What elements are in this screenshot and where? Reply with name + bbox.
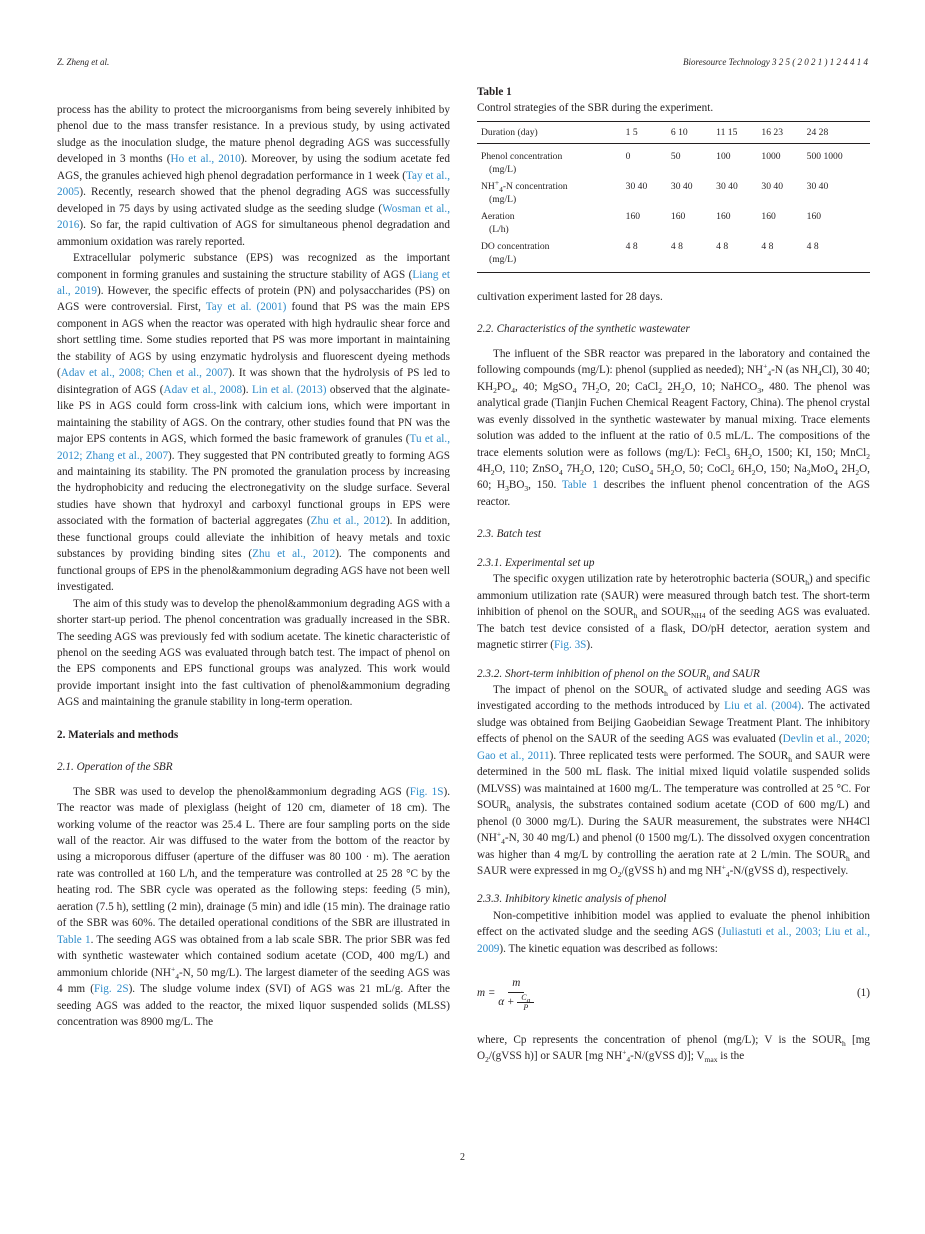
- table-cell: 4 8: [806, 240, 819, 252]
- subscript: 2: [658, 385, 662, 395]
- citation-link[interactable]: Juliastuti et al., 2003; Liu et al., 2009: [477, 926, 870, 955]
- table-header-row: [477, 121, 870, 143]
- table-cell: 160: [716, 210, 731, 222]
- superscript: +: [763, 361, 768, 371]
- citation-link[interactable]: Tay et al., 2005: [57, 169, 450, 199]
- subscript: 2: [681, 385, 685, 395]
- table-caption: Control strategies of the SBR during the experiment.: [477, 102, 714, 115]
- section-heading: 2.3. Batch test: [477, 528, 542, 541]
- row-label: [477, 178, 622, 208]
- paragraph: The specific oxygen utilization rate by heterotrophic bacteria $(SOUR_h)$ and specific ammonium utilization rate (SAUR) were measured through batch test. The short-term inhibition of phenol on the $SOUR_h$ and $SOUR_{NH4}$ of the seeding AGS was evaluated. The batch test device consisted of a flask, DO/pH detector, aeration system and magnetic stirrer (Fig. 3S).: [477, 573, 870, 652]
- superscript: +: [622, 1047, 627, 1057]
- row-label: [477, 208, 622, 238]
- subscript: 2: [866, 451, 870, 461]
- subscript: 2: [490, 468, 495, 478]
- page-number: 2: [460, 1152, 465, 1163]
- row-label-text: DO concentration: [481, 240, 550, 252]
- superscript: +: [494, 177, 500, 187]
- citation-link[interactable]: Zhu et al., 2012: [252, 548, 336, 561]
- table-cell: 160: [806, 210, 822, 222]
- subscript: 4: [501, 837, 505, 847]
- citation-link[interactable]: Devlin et al., 2020; Gao et al., 2011: [477, 733, 870, 762]
- table-title: Table 1: [477, 86, 512, 98]
- subscript: 4: [834, 468, 838, 478]
- subscript: 4: [499, 184, 503, 194]
- subscript: h: [664, 689, 668, 699]
- table-header-cell: 6 10: [670, 126, 688, 138]
- subscript: a: [526, 995, 531, 1005]
- subscript: 4: [817, 369, 822, 379]
- subscript: h: [633, 611, 638, 621]
- subscript: 3: [505, 484, 509, 494]
- subscript: max: [704, 1055, 718, 1065]
- table-header-cell: Duration (day): [481, 126, 538, 138]
- subscript: h: [805, 578, 810, 588]
- equation-fraction: [498, 975, 534, 1011]
- citation-link[interactable]: Ho et al., 2010: [170, 153, 241, 166]
- subscript: h: [706, 672, 711, 682]
- subscript: 2: [580, 468, 584, 478]
- table-cell: 4 8: [761, 240, 774, 252]
- subscript: 4: [572, 385, 577, 395]
- section-heading: 2.3.2. Short-term inhibition of phenol on the $SOUR_h$ and SAUR: [477, 667, 760, 682]
- citation-link[interactable]: Table 1: [561, 479, 598, 492]
- table-cell: 4 8: [716, 240, 729, 252]
- subscript: h: [506, 804, 511, 814]
- subscript: h: [788, 755, 792, 765]
- subscript: 2: [595, 385, 600, 395]
- row-unit: (mg/L): [489, 163, 517, 175]
- table-cell: 0: [625, 150, 631, 162]
- subscript: 3: [726, 451, 731, 461]
- subscript: 2: [806, 468, 811, 478]
- table-cell: 160: [625, 210, 641, 222]
- table-1: [477, 84, 870, 273]
- inner-numerator: $C_a$: [517, 993, 534, 1003]
- table-cell: 160: [761, 210, 776, 222]
- paragraph: The impact of phenol on the $SOUR_h$ of activated sludge and seeding AGS was investigated according to the methods introduced by Liu et al. (2004). The activated sludge was obtained from Beijing Gaobeidian Sewage Treatment Plant. The inhibitory effects of phenol on the SAUR of the seeding AGS was evaluated (Devlin et al., 2020; Gao et al., 2011). Three replicated tests were performed. The $SOUR_h$ and SAUR were determined in the 500 mL flask. The initial mixed liquid volatile suspended solids (MLVSS) was maintained at 1600 mg/L. The temperature was controlled at 25 °C. For $SOUR_h$ analysis, the substrates contained sodium acetate (COD of 600 mg/L) and phenol (0 3000 mg/L). During the SAUR measurement, the substrates were NH4Cl ($NH^+_4-N$, 30 40 mg/L) and phenol (0 1500 mg/L). The dissolved oxygen concentration was higher than 4 mg/L by controlling the aeration rate at 2 L/min. The $SOUR_h$ and SAUR were expressed in mg $O_2/(gVSS$ h) and mg $NH^+_4-N/(gVSS$ d), respectively.: [477, 683, 870, 880]
- running-header-journal: Bioresource Technology 3 2 5 ( 2 0 2 1 ) 1 2 4 4 1 4: [683, 57, 868, 67]
- citation-link[interactable]: Fig. 2S: [93, 983, 129, 996]
- superscript: +: [170, 963, 176, 973]
- paragraph: where, Cp represents the concentration of phenol (mg/L); V is the $SOUR_h$ [mg $O_2/(gVSS$ h)] or SAUR [mg $NH^+_4-N/(gVSS$ d)]; $V_{max}$ is the: [477, 1033, 870, 1065]
- table-cell: 30 40: [716, 180, 738, 192]
- inner-denominator: P: [523, 1002, 529, 1012]
- right-column: [477, 86, 871, 1065]
- table-row: [477, 208, 870, 238]
- equation-body: [477, 975, 534, 1011]
- row-unit: (mg/L): [489, 253, 517, 265]
- paragraph: The aim of this study was to develop the phenol&ammonium degrading AGS with a shorter start-up period. The phenol concentration was gradually increased in the SBR. The seeding AGS was previously fed with sodium acetate. The kinetic characteristic of phenol on the seeding AGS was evaluated through batch test. The impact of phenol on the EPS components and EPS functional groups was analyzed. This work would provide important insight into the fast cultivation of phenol&ammonium degrading AGS and maintaining the granule stability in long-term operation.: [57, 597, 450, 709]
- section-heading: 2.3.3. Inhibitory kinetic analysis of phenol: [477, 893, 667, 906]
- superscript: +: [721, 862, 726, 872]
- table-cell: 100: [716, 150, 731, 162]
- citation-link[interactable]: Adav et al., 2008; Chen et al., 2007: [60, 367, 229, 380]
- table-header-cell: 16 23: [761, 126, 783, 138]
- citation-link[interactable]: Liang et al., 2019: [57, 268, 450, 297]
- subscript: 2: [730, 468, 735, 478]
- subscript: h: [846, 853, 850, 863]
- equation-denominator: α + $\frac{C_a}{P}$: [498, 993, 534, 1012]
- subscript: 4: [626, 1055, 631, 1065]
- citation-link[interactable]: Tu et al., 2012; Zhang et al., 2007: [57, 433, 450, 462]
- row-label-text: Phenol concentration: [481, 150, 563, 162]
- subscript: 2: [855, 468, 860, 478]
- running-header-authors: Z. Zheng et al.: [57, 57, 110, 67]
- table-cell: 1000: [761, 150, 781, 162]
- table-header-cell: 1 5: [625, 126, 638, 138]
- table-row: [477, 143, 870, 178]
- subscript: 4: [649, 468, 654, 478]
- inner-fraction: [517, 993, 534, 1012]
- subscript: h: [841, 1038, 846, 1048]
- table-row: [477, 178, 870, 208]
- table-header-cell: 11 15: [716, 126, 738, 138]
- table-cell: 30 40: [761, 180, 783, 192]
- paragraph: cultivation experiment lasted for 28 days.: [477, 290, 663, 303]
- table-cell: 160: [670, 210, 686, 222]
- equation-lhs: m =: [477, 987, 499, 1000]
- section-heading: 2.3.1. Experimental set up: [477, 556, 595, 569]
- table-cell: 4 8: [625, 240, 638, 252]
- subscript: 4: [511, 385, 515, 395]
- row-label: [477, 143, 622, 178]
- row-label-text: Aeration: [481, 210, 515, 222]
- citation-link[interactable]: Tay et al. (2001): [205, 301, 287, 314]
- paragraph: The influent of the SBR reactor was prepared in the laboratory and contained the following compounds (mg/L): phenol (supplied as needed); $NH^+_4-N$ (as $NH_4Cl$), 30 40; $KH_2PO_4$, 40; MgSO$_4$ $7H_2O$, 20; CaCl$_2$ $2H_2O$, 10; NaHCO$_3$, 480. The phenol was analytical grade (Tianjin Fuchen Chemical Reagent Factory, China). The phenol crystal was evenly dissolved in the synthetic wastewater by manual mixing. Trace elements solution was added to the influent at the ratio of 0.5 mL/L. The compositions of the trace elements solution were as follows (mg/L): FeCl$_3$ $6H_2O$, 1500; KI, 150; MnCl$_2$ $4H_2O$, 110; ZnSO$_4$ $7H_2O$, 120; CuSO$_4$ $5H_2O$, 50; CoCl$_2$ $6H_2O$, 150; $Na_2MoO_4$ $2H_2O$, 60; $H_3BO_3$, 150. Table 1 describes the influent phenol concentration of the AGS reactor.: [477, 347, 871, 508]
- paragraph: Non-competitive inhibition model was applied to evaluate the phenol inhibition effect on the activated sludge and the seeding AGS (Juliastuti et al., 2003; Liu et al., 2009). The kinetic equation was described as follows:: [477, 909, 870, 955]
- equation-1: [477, 975, 870, 1011]
- citation-link[interactable]: Table 1: [57, 933, 91, 946]
- table-row: [477, 238, 870, 273]
- subscript: 2: [670, 468, 675, 478]
- citation-link[interactable]: Wosman et al., 2016: [57, 202, 450, 232]
- equation-number: (1): [856, 987, 870, 1000]
- section-heading: 2. Materials and methods: [57, 728, 179, 741]
- row-unit: (L/h): [489, 223, 509, 235]
- control-strategies-table: [477, 121, 870, 273]
- paragraph: process has the ability to protect the microorganisms from being severely inhibited by phenol due to the mass transfer resistance. In a previous study, by using activated sludge as the inoculation sludge, the mature phenol degrading AGS was successfully developed in 3 months (Ho et al., 2010). Moreover, by using the sodium acetate fed AGS, the granules achieved high phenol degradation performance in 1 week (Tay et al., 2005). Recently, research showed that the phenol degrading AGS was successfully developed in 75 days by using activated sludge as the seeding sludge (Wosman et al., 2016). So far, the rapid cultivation of AGS for simultaneous phenol degradation and ammonium oxidation was rarely reported.: [57, 104, 450, 248]
- subscript: 3: [757, 385, 762, 395]
- paragraph: Extracellular polymeric substance (EPS) was recognized as the important component in forming granules and sustaining the structure stability of AGS (Liang et al., 2019). However, the specific effects of protein (PN) and polysaccharides (PS) on AGS were controversial. First, Tay et al. (2001) found that PS was the main EPS component in AGS when the reactor was operated with high hydraulic shear force and short settling time. Some studies reported that PS was more important in maintaining the stability of AGS by using enzymatic hydrolysis and fluorescent dyeing methods (Adav et al., 2008; Chen et al., 2007). It was shown that the hydrolysis of PS led to disintegration of AGS (Adav et al., 2008). Lin et al. (2013) observed that the alginate-like PS in AGS could form cross-link with calcium ions, which were important in maintaining the stability of AGS. On the contrary, other studies found that PN was the major EPS contents in AGS, which formed the basic framework of granules (Tu et al., 2012; Zhang et al., 2007). They suggested that PN contributed greatly to forming AGS and maintaining its stability. The PN promoted the granulation process by increasing the hydrophobicity and reducing the electronegativity on the sludge surface. Several studies have shown that hydroxyl and carboxyl functional groups in EPS were associated with the formation of bacterial aggregates (Zhu et al., 2012). In addition, these functional groups could alleviate the inhibition of heavy metals and toxic substances by providing binding sites (Zhu et al., 2012). The components and functional groups of EPS in the phenol&ammonium degrading AGS have not been well investigated.: [57, 252, 451, 594]
- row-label: [477, 238, 622, 273]
- equation-numerator: m: [508, 975, 524, 992]
- paragraph: The SBR was used to develop the phenol&ammonium degrading AGS (Fig. 1S). The reactor was made of plexiglass (height of 120 cm, diameter of 18 cm). The working volume of the reactor was 25.4 L. There are four sampling ports on the side wall of the reactor. Air was diffused to the water from the bottom of the reactor by using a microporous diffuser (aperture of the diffuser was 80 100 · m). The aeration rate was controlled at 160 L/h, and the temperature was controlled at 25 28 °C by the heating rod. The SBR cycle was operated as the following steps: feeding (5 min), aeration (7.5 h), settling (2 min), drainage (5 min) and idle (15 min). The drainage ratio of the SBR was 60%. The detailed operational conditions of the SBR are illustrated in Table 1. The seeding AGS was obtained from a lab scale SBR. The prior SBR was fed with synthetic wastewater which contained sodium acetate (COD, 400 mg/L) and ammonium chloride ($NH^+_4-N$, 50 mg/L). The largest diameter of the seeding AGS was 4 mm (Fig. 2S). The sludge volume index (SVI) of AGS was 21 mL/g. After the seeding AGS was added to the reactor, the mixed liquor suspended solids (MLSS) concentration was 8900 mg/L. The: [57, 785, 451, 1029]
- superscript: +: [496, 829, 502, 839]
- subscript: NH4: [690, 611, 706, 621]
- subscript: 3: [524, 484, 529, 494]
- subscript: 4: [725, 870, 730, 880]
- subscript: 2: [751, 468, 756, 478]
- row-unit: (mg/L): [489, 193, 517, 205]
- subscript: 2: [485, 1055, 489, 1065]
- subscript: 2: [617, 870, 622, 880]
- subscript: 4: [767, 369, 772, 379]
- citation-link[interactable]: Liu et al. (2004): [724, 700, 802, 713]
- subscript: 2: [748, 451, 752, 461]
- citation-link[interactable]: Zhu et al., 2012: [310, 515, 386, 528]
- table-cell: 4 8: [670, 240, 683, 252]
- table-cell: 50: [670, 150, 681, 162]
- subscript: 2: [493, 385, 497, 395]
- citation-link[interactable]: Lin et al. (2013): [251, 383, 327, 396]
- citation-link[interactable]: Fig. 1S: [409, 785, 444, 798]
- table-cell: 30 40: [806, 180, 829, 192]
- citation-link[interactable]: Adav et al., 2008: [163, 383, 243, 396]
- subscript: 4: [175, 971, 179, 981]
- table-header-cell: 24 28: [806, 126, 829, 138]
- section-heading: 2.1. Operation of the SBR: [57, 761, 173, 774]
- row-label-text: $NH^+_4-N$ concentration: [481, 177, 568, 194]
- section-heading: 2.2. Characteristics of the synthetic wastewater: [477, 323, 690, 336]
- left-column: [57, 102, 450, 1030]
- subscript: 4: [558, 468, 563, 478]
- table-cell: 30 40: [625, 180, 648, 192]
- citation-link[interactable]: Fig. 3S: [554, 639, 587, 652]
- table-cell: 30 40: [670, 180, 693, 192]
- table-cell: 500 1000: [806, 150, 843, 162]
